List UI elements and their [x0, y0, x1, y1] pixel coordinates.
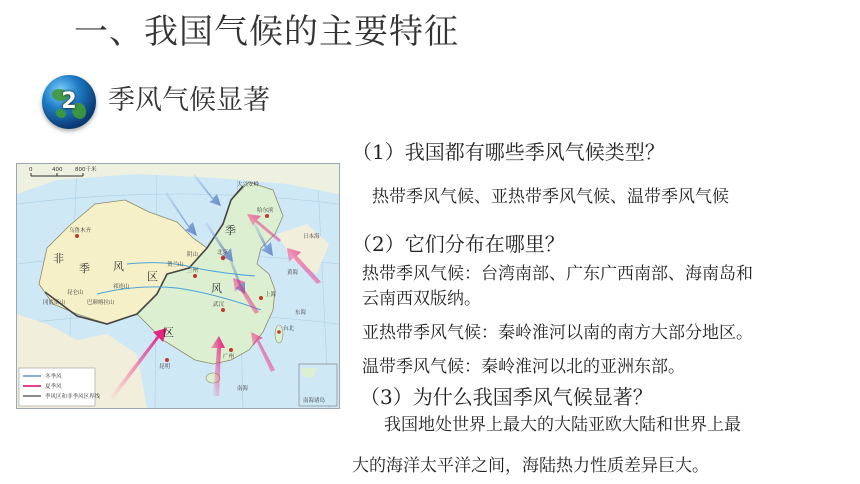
place-label: 武汉 [213, 302, 225, 308]
monsoon-map [16, 163, 340, 409]
section-number: 2 [61, 89, 77, 114]
legend-item: 夏季风 [45, 384, 62, 390]
scale-label: 400 [52, 167, 63, 173]
question-1: （1）我国都有哪些季风气候类型？ [352, 140, 665, 164]
map-inset [299, 364, 337, 406]
map-legend [19, 368, 101, 406]
scale-label: 0 [29, 167, 33, 173]
place-label: 兰州 [187, 268, 199, 274]
place-label: 哈尔滨 [257, 208, 274, 214]
region-label: 季 [225, 224, 236, 237]
place-label: 南海 [237, 386, 249, 392]
place-label: 大兴安岭 [237, 182, 260, 188]
place-label: 阴山 [187, 252, 199, 258]
place-label: 上海 [265, 292, 277, 298]
scale-label: 800千米 [75, 167, 97, 173]
answer-2-tropical-line-1: 热带季风气候：台湾南部、广东广西南部、海南岛和 [362, 264, 753, 284]
place-label: 昆仑山 [67, 290, 84, 296]
answer-2-subtropical: 亚热带季风气候：秦岭淮河以南的南方大部分地区。 [362, 323, 753, 343]
place-label: 日本海 [303, 234, 320, 240]
region-label: 区 [163, 326, 174, 339]
place-label: 黄海 [287, 270, 299, 276]
page-title: 一、我国气候的主要特征 [74, 12, 459, 52]
inset-label: 南海诸岛 [303, 398, 326, 404]
question-3: （3）为什么我国季风气候显著？ [360, 385, 653, 409]
place-label: 台北 [283, 326, 295, 332]
place-label: 乌鲁木齐 [69, 228, 92, 234]
answer-3-line-1: 我国地处世界上最大的大陆亚欧大陆和世界上最 [384, 415, 741, 435]
legend-item: 季风区和非季风区界线 [45, 394, 101, 400]
answer-3-line-2: 大的海洋太平洋之间，海陆热力性质差异巨大。 [352, 456, 709, 476]
legend-item: 冬季风 [45, 374, 62, 380]
answer-2-temperate: 温带季风气候：秦岭淮河以北的亚洲东部。 [362, 357, 685, 377]
place-label: 广州 [223, 354, 235, 360]
place-label: 贺兰山 [167, 262, 184, 268]
section-subtitle: 季风气候显著 [108, 85, 270, 116]
place-label: 东海 [295, 310, 307, 316]
question-2: （2）它们分布在哪里？ [352, 232, 565, 256]
place-label: 北京 [217, 250, 229, 256]
region-label: 区 [147, 270, 158, 283]
place-label: 昆明 [159, 364, 171, 370]
answer-1: 热带季风气候、亚热带季风气候、温带季风气候 [372, 187, 729, 207]
region-label: 季 [79, 262, 90, 275]
globe-icon [42, 75, 96, 129]
place-label: 巴颜喀拉山 [87, 300, 115, 306]
region-label: 风 [211, 282, 222, 295]
answer-2-tropical-line-2: 云南西双版纳。 [362, 289, 481, 309]
region-label: 风 [113, 260, 124, 273]
place-label: 祁连山 [113, 284, 130, 290]
place-label: 冈底斯山 [43, 300, 66, 306]
region-label: 非 [53, 252, 64, 265]
